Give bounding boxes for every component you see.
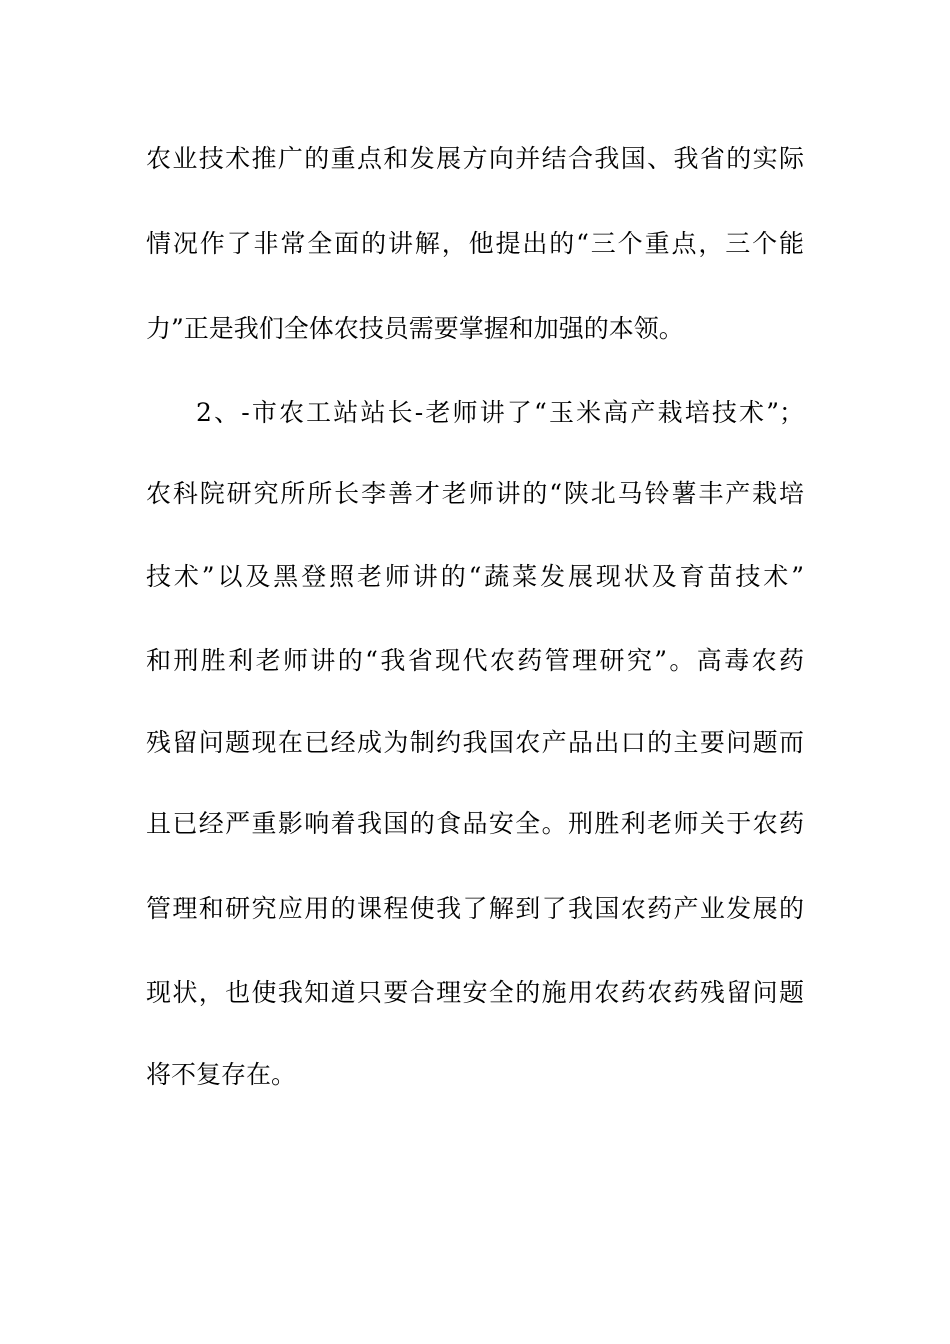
text-line: 农科院研究所所长李善才老师讲的“陕北马铃薯丰产栽培 xyxy=(146,479,804,508)
text-line: 2、-市农工站站长-老师讲了“玉米高产栽培技术”； xyxy=(196,398,804,427)
text-line: 技术”以及黑登照老师讲的“蔬菜发展现状及育苗技术” xyxy=(146,562,804,591)
text-line: 现状，也使我知道只要合理安全的施用农药农药残留问题 xyxy=(146,978,804,1007)
text-line: 将不复存在。 xyxy=(146,1060,297,1089)
text-line: 农业技术推广的重点和发展方向并结合我国、我省的实际 xyxy=(146,144,804,173)
text-line: 和刑胜利老师讲的“我省现代农药管理研究”。高毒农药 xyxy=(146,646,804,675)
text-line: 且已经严重影响着我国的食品安全。刑胜利老师关于农药 xyxy=(146,809,804,838)
text-line: 情况作了非常全面的讲解，他提出的“三个重点，三个能 xyxy=(146,229,804,258)
text-line: 力”正是我们全体农技员需要掌握和加强的本领。 xyxy=(146,314,684,343)
text-line: 残留问题现在已经成为制约我国农产品出口的主要问题而 xyxy=(146,728,804,757)
text-line: 管理和研究应用的课程使我了解到了我国农药产业发展的 xyxy=(146,894,804,923)
